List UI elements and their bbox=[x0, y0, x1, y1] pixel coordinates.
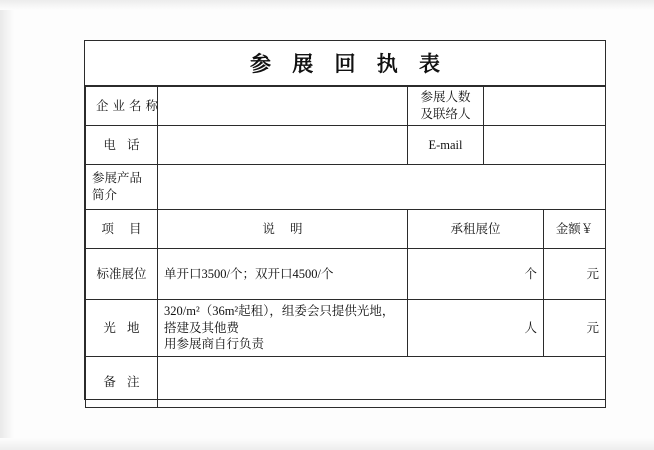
description-raw-space bbox=[158, 300, 408, 357]
label-product-intro-line1: 参展产品 bbox=[92, 171, 143, 186]
input-standard-booth-amount[interactable]: 元 bbox=[544, 249, 606, 300]
column-header-item: 项 目 bbox=[86, 210, 158, 249]
label-email: E-mail bbox=[408, 126, 484, 165]
label-standard-booth: 标准展位 bbox=[86, 249, 158, 300]
input-company-name[interactable] bbox=[158, 87, 408, 126]
label-raw-space: 光 地 bbox=[86, 300, 158, 357]
table-row-standard-booth bbox=[86, 249, 606, 300]
table-row-header bbox=[86, 210, 606, 249]
description-raw-space-line1: 320/m²（36m²起租），组委会只提供光地，搭建及其他费 bbox=[164, 303, 395, 335]
registration-form-table bbox=[85, 86, 606, 408]
description-standard-booth: 单开口3500/个；双开口4500/个 bbox=[158, 249, 408, 300]
scan-edge-bottom bbox=[0, 438, 654, 450]
input-attendee-count[interactable] bbox=[484, 87, 606, 126]
label-company-name: 企业名称 bbox=[86, 87, 158, 126]
label-product-intro-line2: 简介 bbox=[92, 188, 118, 202]
input-email[interactable] bbox=[484, 126, 606, 165]
label-attendee-count-line2: 及联络人 bbox=[420, 107, 471, 121]
table-row-phone bbox=[86, 126, 606, 165]
input-remark[interactable] bbox=[158, 357, 606, 408]
input-raw-space-amount[interactable]: 元 bbox=[544, 300, 606, 357]
label-product-intro bbox=[86, 165, 158, 210]
scan-edge-left bbox=[0, 0, 14, 450]
table-row-company bbox=[86, 87, 606, 126]
column-header-description: 说 明 bbox=[158, 210, 408, 249]
label-remark: 备 注 bbox=[86, 357, 158, 408]
table-row-product bbox=[86, 165, 606, 210]
label-phone: 电 话 bbox=[86, 126, 158, 165]
input-phone[interactable] bbox=[158, 126, 408, 165]
table-row-raw-space bbox=[86, 300, 606, 357]
column-header-booth: 承租展位 bbox=[408, 210, 544, 249]
table-row-remark bbox=[86, 357, 606, 408]
page-title: 参 展 回 执 表 bbox=[250, 52, 448, 76]
label-attendee-count-line1: 参展人数 bbox=[420, 90, 471, 105]
form-sheet bbox=[84, 40, 606, 400]
input-product-intro[interactable] bbox=[158, 165, 606, 210]
column-header-amount: 金额￥ bbox=[544, 210, 606, 249]
description-raw-space-line2: 用参展商自行负责 bbox=[164, 337, 265, 352]
scan-edge-top bbox=[0, 0, 654, 10]
label-attendee-count bbox=[408, 87, 484, 126]
input-raw-space-quantity[interactable]: 人 bbox=[408, 300, 544, 357]
form-title-row bbox=[85, 41, 605, 86]
input-standard-booth-quantity[interactable]: 个 bbox=[408, 249, 544, 300]
